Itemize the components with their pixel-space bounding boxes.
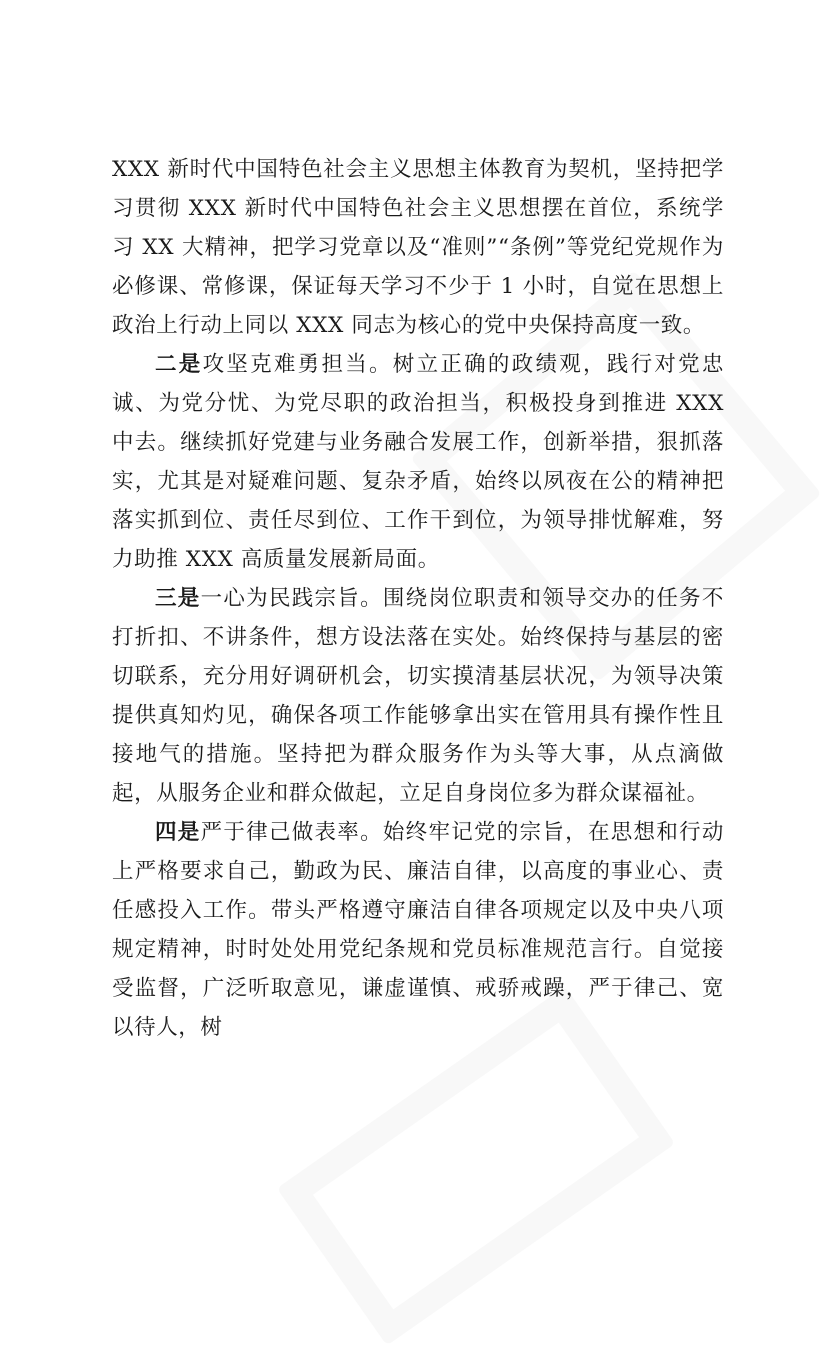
paragraph-lead: 三是 [155,586,201,611]
paragraph-text: 严于律己做表率。始终牢记党的宗旨，在思想和行动上严格要求自己，勤政为民、廉洁自律，以高度的事业心、责任感投入工作。带头严格遵守廉洁自律各项规定以及中央八项规定精神，时时处处用党纪条规和党员标准规范言行。自觉接受监督，广泛听取意见，谦虚谨慎、戒骄戒躁，严于律己、宽以待人，树 [112,820,724,1040]
paragraph-lead: 二是 [155,352,203,377]
paragraph-text: 一心为民践宗旨。围绕岗位职责和领导交办的任务不打折扣、不讲条件，想方设法落在实处。始终保持与基层的密切联系，充分用好调研机会，切实摸清基层状况，为领导决策提供真知灼见，确保各项工作能够拿出实在管用具有操作性且接地气的措施。坚持把为群众服务作为头等大事，从点滴做起，从服务企业和群众做起，立足自身岗位多为群众谋福祉。 [112,586,724,806]
paragraph [112,150,724,345]
paragraph [112,345,724,579]
paragraph [112,579,724,813]
paragraph-text: 攻坚克难勇担当。树立正确的政绩观，践行对党忠诚、为党分忧、为党尽职的政治担当，积极投身到推进 XXX 中去。继续抓好党建与业务融合发展工作，创新举措，狠抓落实，尤其是对疑难问题、复杂矛盾，始终以夙夜在公的精神把落实抓到位、责任尽到位、工作干到位，为领导排忧解难，努力助推 XXX 高质量发展新局面。 [112,352,725,572]
document-body [112,150,724,1047]
paragraph-lead: 四是 [155,820,201,845]
paragraph [112,813,724,1047]
paragraph-text: XXX 新时代中国特色社会主义思想主体教育为契机，坚持把学习贯彻 XXX 新时代中国特色社会主义思想摆在首位，系统学习 XX 大精神，把学习党章以及“准则”“条例”等党纪党规作为必修课、常修课，保证每天学习不少于 1 小时，自觉在思想上政治上行动上同以 XXX 同志为核心的党中央保持高度一致。 [112,157,724,338]
